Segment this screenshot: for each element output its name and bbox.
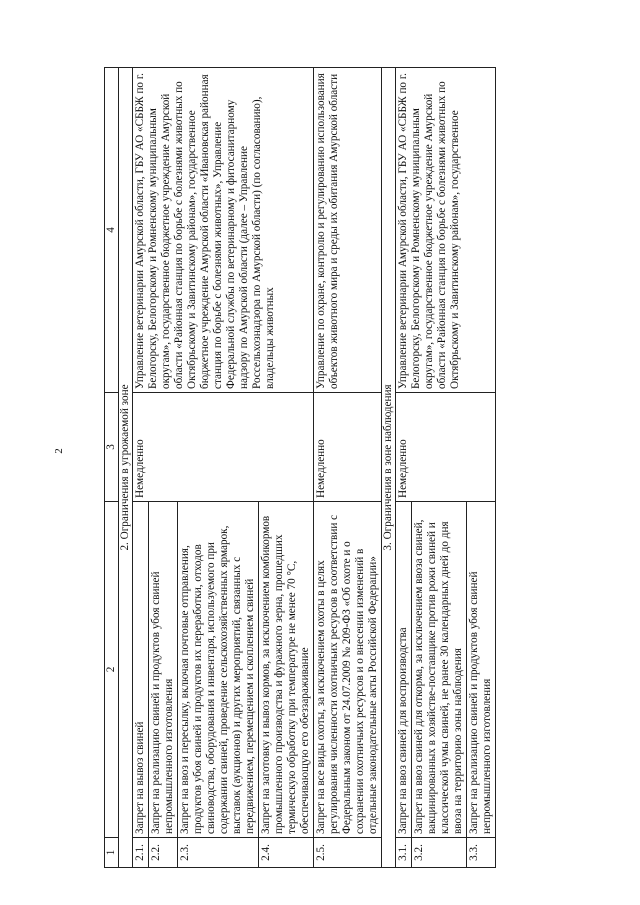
section-title: 3. Ограничения в зоне наблюдения: [382, 68, 396, 868]
rotated-table-wrapper: [104, 68, 530, 868]
row-number: 2.2.: [149, 838, 178, 868]
row-text: Запрет на ввоз свиней для воспроизводства: [396, 502, 412, 838]
row-text: Запрет на вывоз свиней: [133, 502, 149, 838]
page-number: 2: [52, 448, 65, 454]
row-text: Запрет на реализацию свиней и продуктов убоя свиней непромышленного изготовления: [467, 502, 496, 838]
row-text: Запрет на ввоз свиней для откорма, за исключением ввоза свиней, вакцинированных в хозяйстве-поставщике против рожи свиней и классической чумы свиней, не ранее 30 календарных дней до дня ввоза на территорию зоны наблюдения: [412, 502, 467, 838]
header-row: [105, 68, 119, 868]
row-number: 3.1.: [396, 838, 412, 868]
row-text: Запрет на реализацию свиней и продуктов убоя свиней непромышленного изготовления: [149, 502, 178, 838]
row-deadline: Немедленно: [396, 393, 496, 502]
row-responsible: Управление ветеринарии Амурской области, ГБУ АО «СББЖ по г. Белогорску, Белогорскому и Ромненскому муниципальным округам», государственное бюджетное учреждение Амурской области «Районная станция по борьбе с болезнями животных по Октябрьскому и Завитинскому районам», государственное бюджетное учреждение Амурской области «Ивановская районная станция по борьбе с болезнями животных», Управление Федеральной службы по ветеринарному и фитосанитарному надзору по Амурской области (далее – Управление Россельхознадзора по Амурской области) (по согласованию), владельцы животных: [133, 68, 314, 393]
row-number: 2.5.: [314, 838, 382, 868]
row-text: Запрет на ввоз и пересылку, включая почтовые отправления, продуктов убоя свиней и продуктов их переработки, отходов свиноводства, оборудования и инвентаря, используемого при содержании свиней, проведение сельскохозяйственных ярмарок, выставок (аукционов) и других мероприятий, связанных с передвижением, перемещением и скоплением свиней: [178, 502, 259, 838]
row-responsible: Управление ветеринарии Амурской области, ГБУ АО «СББЖ по г. Белогорску, Белогорскому и Ромненскому муниципальным округам», государственное бюджетное учреждение Амурской области «Районная станция по борьбе с болезнями животных по Октябрьскому и Завитинскому районам», государственное: [396, 68, 496, 393]
row-text: Запрет на заготовку и вывоз кормов, за исключением комбикормов промышленного производства и фуражного зерна, прошедших термическую обработку при температуре не менее 70 °С, обеспечивающую его обеззараживание: [259, 502, 314, 838]
table-row: [133, 68, 149, 868]
row-deadline: Немедленно: [133, 393, 314, 502]
row-number: 2.4.: [259, 838, 314, 868]
restrictions-table: [104, 67, 496, 868]
row-deadline: Немедленно: [314, 393, 382, 502]
header-col-1: 1: [105, 838, 119, 868]
table-row: [314, 68, 382, 868]
header-col-3: 3: [105, 393, 119, 502]
section-row: [119, 68, 133, 868]
header-col-4: 4: [105, 68, 119, 393]
row-number: 2.1.: [133, 838, 149, 868]
row-number: 3.2.: [412, 838, 467, 868]
section-title: 2. Ограничения в угрожаемой зоне: [119, 68, 133, 868]
header-col-2: 2: [105, 502, 119, 838]
section-row: [382, 68, 396, 868]
table-row: [396, 68, 412, 868]
row-responsible: Управление по охране, контролю и регулированию использования объектов животного мира и среды их обитания Амурской области: [314, 68, 382, 393]
row-number: 2.3.: [178, 838, 259, 868]
row-number: 3.3.: [467, 838, 496, 868]
row-text: Запрет на все виды охоты, за исключением охоты в целях регулирования численности охотничьих ресурсов в соответствии с Федеральным законом от 24.07.2009 № 209-ФЗ «Об охоте и о сохранении охотничьих ресурсов и о внесении изменений в отдельные законодательные акты Российской Федерации»: [314, 502, 382, 838]
